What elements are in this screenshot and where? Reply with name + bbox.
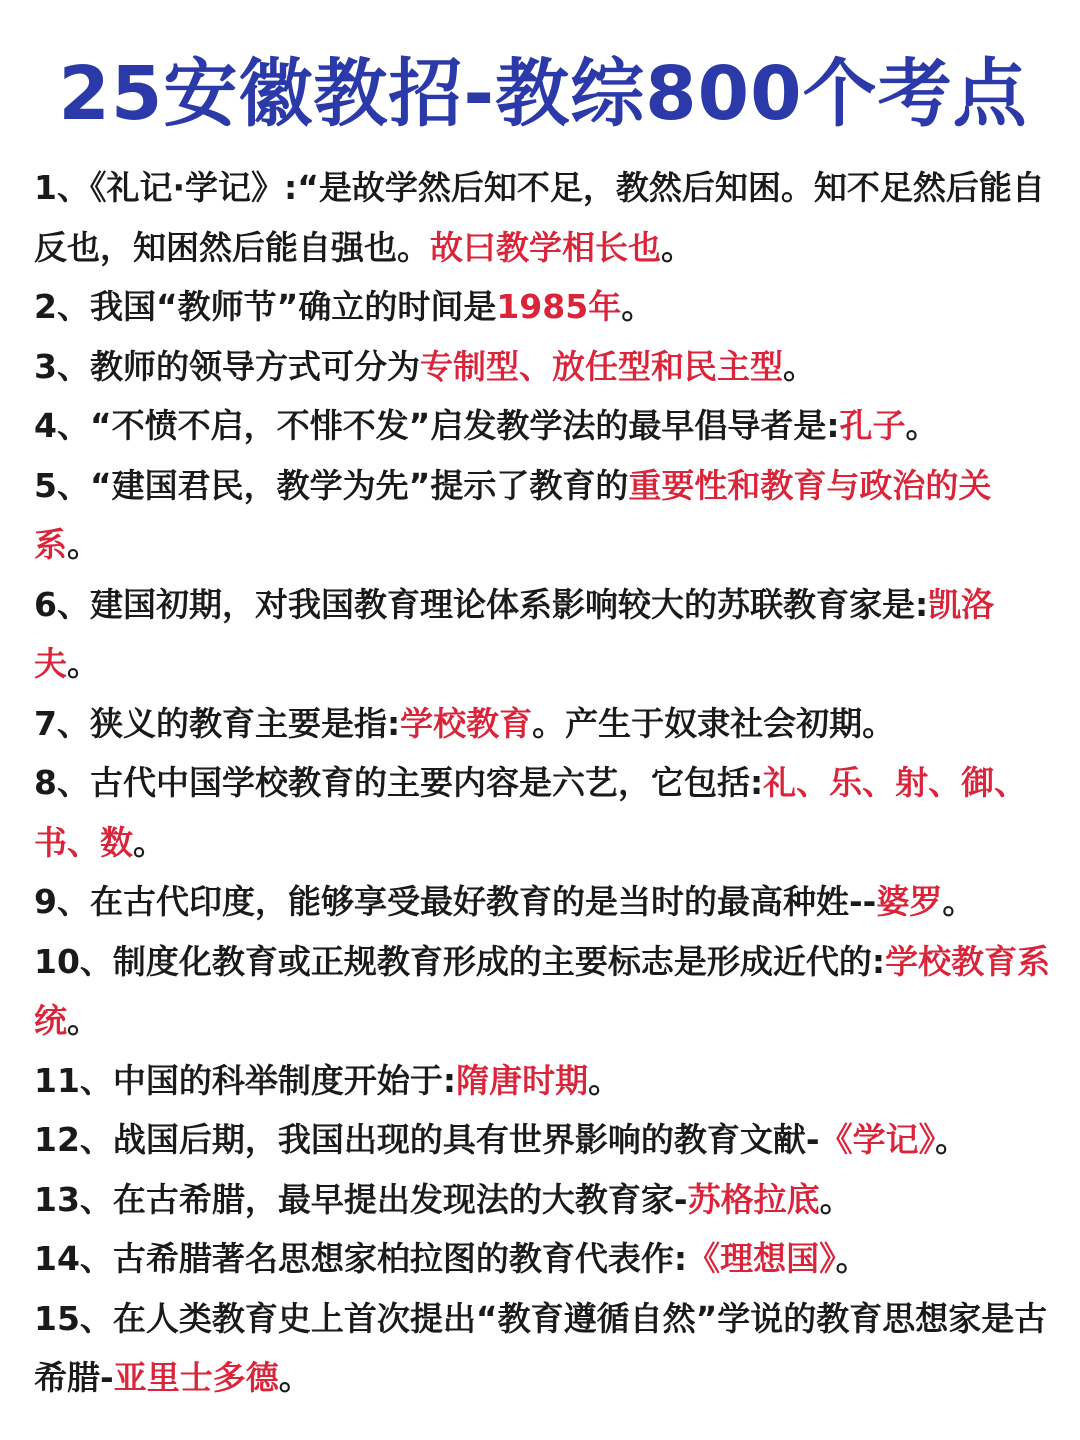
item-text-end: 。 xyxy=(67,644,100,683)
item-text-end: 。 xyxy=(819,1179,853,1219)
item-text: 9、在古代印度，能够享受最好教育的是当时的最高种姓-- xyxy=(34,882,877,921)
item-highlight: 1985年 xyxy=(496,287,622,326)
item-text-end: 。 xyxy=(905,406,939,445)
list-item xyxy=(34,158,1052,277)
exam-points-list xyxy=(34,158,1052,1408)
item-highlight: 学校教育 xyxy=(400,703,533,743)
item-text: 2、我国“教师节”确立的时间是 xyxy=(34,287,497,326)
list-item xyxy=(34,1110,1052,1170)
item-text-end: 。 xyxy=(942,882,976,921)
item-text: 5、“建国君民，教学为先”提示了教育的 xyxy=(34,465,629,505)
list-item xyxy=(34,337,1052,397)
item-text: 4、“不愤不启，不悱不发”启发教学法的最早倡导者是: xyxy=(34,406,840,445)
item-highlight: 《学记》 xyxy=(819,1120,936,1159)
item-highlight: 苏格拉底 xyxy=(687,1179,820,1219)
item-text: 12、战国后期，我国出现的具有世界影响的教育文献- xyxy=(34,1120,820,1159)
item-highlight: 专制型、放任型和民主型 xyxy=(419,346,783,386)
item-text-end: 。 xyxy=(67,525,100,564)
item-highlight: 学校教育系统 xyxy=(34,941,1051,1040)
page-title: 25安徽教招-教综800个考点 xyxy=(58,51,1028,137)
item-text-end: 。产生于奴隶社会初期。 xyxy=(532,703,896,743)
item-highlight: 重要性和教育与政治的关系 xyxy=(34,465,992,564)
item-text: 8、古代中国学校教育的主要内容是六艺，它包括: xyxy=(34,763,764,802)
item-text: 3、教师的领导方式可分为 xyxy=(34,346,420,386)
item-highlight: 孔子 xyxy=(839,406,906,445)
list-item xyxy=(34,1051,1052,1111)
item-text-end: 。 xyxy=(621,287,655,326)
item-text-end: 。 xyxy=(133,822,166,862)
list-item xyxy=(34,932,1052,1051)
list-item xyxy=(34,456,1052,575)
list-item xyxy=(34,694,1052,754)
item-highlight: 《理想国》 xyxy=(687,1239,836,1278)
list-item xyxy=(34,1170,1052,1230)
item-text: 15、在人类教育史上首次提出“教育遵循自然”学说的教育思想家是古希腊- xyxy=(34,1298,1048,1397)
item-text: 6、建国初期，对我国教育理论体系影响较大的苏联教育家是: xyxy=(34,584,929,624)
item-text-end: 。 xyxy=(588,1060,622,1100)
item-text-end: 。 xyxy=(278,1358,312,1397)
item-highlight: 礼、乐、射、御、书、数 xyxy=(34,763,1028,862)
list-item xyxy=(34,277,1052,337)
item-highlight: 隋唐时期 xyxy=(456,1060,589,1100)
list-item xyxy=(34,872,1052,932)
item-highlight: 婆罗 xyxy=(876,882,943,921)
list-item xyxy=(34,1229,1052,1289)
list-item xyxy=(34,396,1052,456)
item-text: 14、古希腊著名思想家柏拉图的教育代表作: xyxy=(34,1239,688,1278)
item-highlight: 故曰教学相长也 xyxy=(430,227,661,267)
item-text-end: 。 xyxy=(782,346,816,386)
list-item xyxy=(34,575,1052,694)
item-text-end: 。 xyxy=(67,1001,100,1040)
list-item xyxy=(34,753,1052,872)
item-text: 1、《礼记·学记》:“是故学然后知不足，教然后知困。知不足然后能自反也，知困然后能自强也。 xyxy=(34,168,1045,267)
item-text: 13、在古希腊，最早提出发现法的大教育家- xyxy=(34,1179,688,1219)
item-highlight: 亚里士多德 xyxy=(113,1358,279,1397)
item-text-end: 。 xyxy=(661,227,694,267)
item-text-end: 。 xyxy=(935,1120,969,1159)
item-highlight: 凯洛夫 xyxy=(34,584,995,683)
item-text: 10、制度化教育或正规教育形成的主要标志是形成近代的: xyxy=(34,941,886,981)
item-text: 11、中国的科举制度开始于: xyxy=(34,1060,457,1100)
item-text: 7、狭义的教育主要是指: xyxy=(34,703,401,743)
item-text-end: 。 xyxy=(835,1239,869,1278)
list-item xyxy=(34,1289,1052,1408)
